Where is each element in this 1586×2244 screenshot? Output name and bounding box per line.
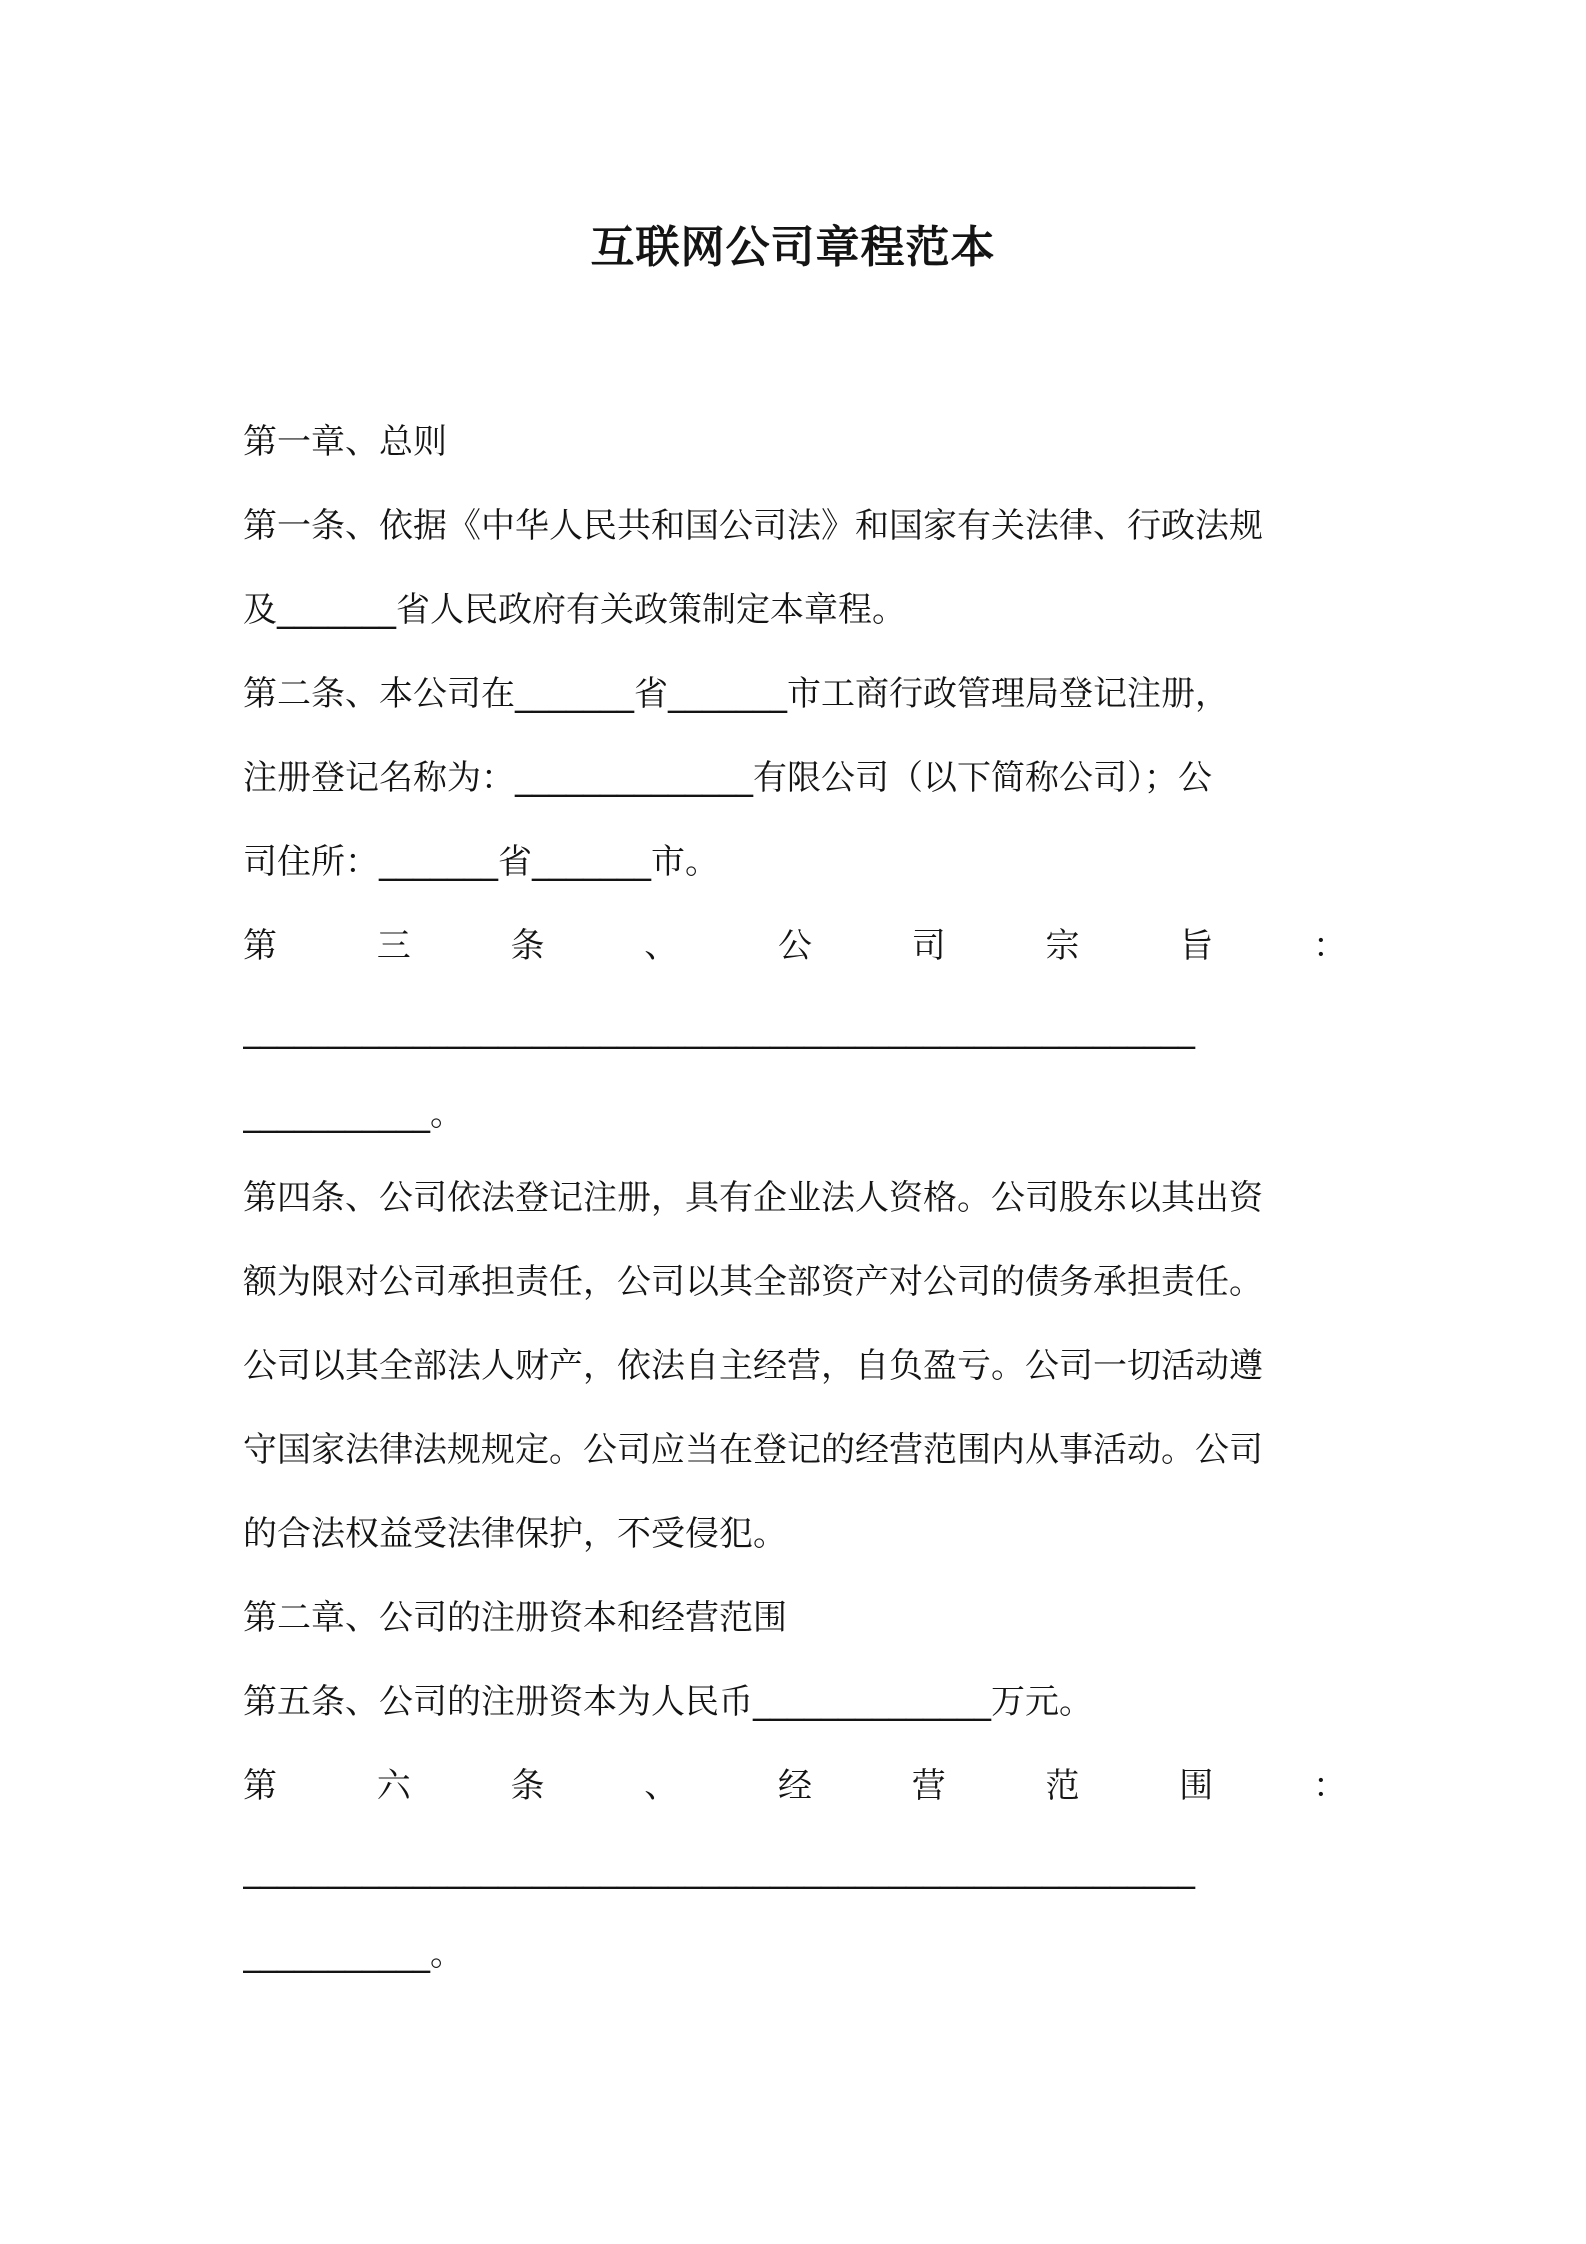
article-3-char: 旨 — [1179, 926, 1214, 966]
article-3-char: 条 — [510, 926, 545, 966]
article-3-char: 公 — [778, 926, 812, 966]
article-6-char: 经 — [778, 1766, 812, 1806]
article-6-char: ： — [1313, 1766, 1347, 1806]
article-6-blank-line-1: ________________________________________________________ — [243, 1850, 1195, 1890]
article-1-line-1: 第一条、依据《中华人民共和国公司法》和国家有关法律、行政法规 — [243, 506, 1263, 546]
article-6-blank-line-2: ___________。 — [243, 1934, 464, 1974]
article-6-char: 第 — [243, 1766, 277, 1806]
article-6-char: 范 — [1045, 1766, 1080, 1806]
article-2-line-2: 注册登记名称为：______________有限公司（以下简称公司）；公 — [243, 758, 1212, 798]
document-title: 互联网公司章程范本 — [590, 222, 996, 273]
article-4-line-3: 公司以其全部法人财产，依法自主经营，自负盈亏。公司一切活动遵 — [243, 1346, 1263, 1386]
article-3-char: 三 — [376, 926, 411, 966]
article-6-char: 条 — [510, 1766, 545, 1806]
article-2-line-1: 第二条、本公司在_______省_______市工商行政管理局登记注册， — [243, 674, 1229, 714]
article-4-line-2: 额为限对公司承担责任，公司以其全部资产对公司的债务承担责任。 — [243, 1262, 1263, 1302]
article-3-char: 司 — [911, 926, 946, 966]
article-3-char: ： — [1313, 926, 1347, 966]
article-1-line-2: 及_______省人民政府有关政策制定本章程。 — [243, 590, 906, 630]
article-3-char: 第 — [243, 926, 277, 966]
article-6-char: 六 — [376, 1766, 411, 1806]
article-4-line-5: 的合法权益受法律保护，不受侵犯。 — [243, 1514, 787, 1554]
article-5-line-1: 第五条、公司的注册资本为人民币______________万元。 — [243, 1682, 1093, 1722]
article-2-line-3: 司住所：_______省_______市。 — [243, 842, 719, 882]
article-3-char: 、 — [644, 926, 679, 966]
article-6-char: 营 — [911, 1766, 946, 1806]
article-3-blank-line-1: ________________________________________________________ — [243, 1010, 1195, 1050]
document-body — [243, 400, 1347, 1996]
article-6-heading — [243, 1744, 1347, 1828]
chapter-1-heading: 第一章、总则 — [243, 422, 447, 462]
article-3-char: 宗 — [1045, 926, 1080, 966]
article-6-char: 、 — [644, 1766, 679, 1806]
article-3-heading — [243, 904, 1347, 988]
article-6-char: 围 — [1179, 1766, 1214, 1806]
article-4-line-4: 守国家法律法规规定。公司应当在登记的经营范围内从事活动。公司 — [243, 1430, 1263, 1470]
chapter-2-heading: 第二章、公司的注册资本和经营范围 — [243, 1598, 787, 1638]
article-4-line-1: 第四条、公司依法登记注册，具有企业法人资格。公司股东以其出资 — [243, 1178, 1263, 1218]
article-3-blank-line-2: ___________。 — [243, 1094, 464, 1134]
